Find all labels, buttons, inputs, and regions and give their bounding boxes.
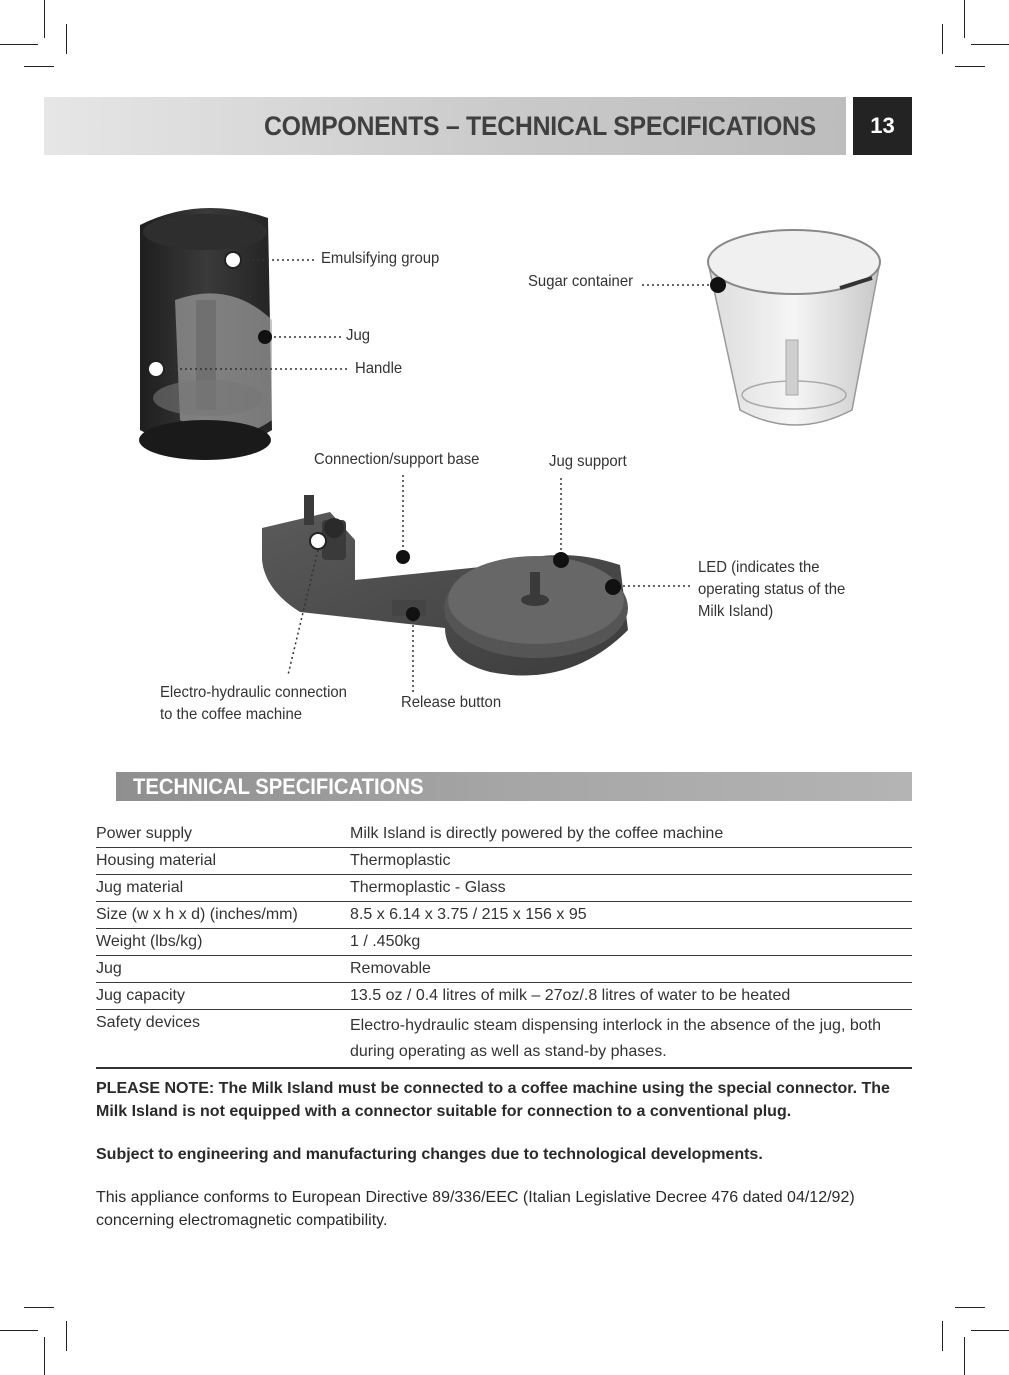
spec-key: Safety devices: [96, 1014, 201, 1031]
label-electro-hydraulic: [160, 682, 347, 726]
spec-value: Removable: [350, 960, 431, 977]
spec-key: Power supply: [96, 825, 193, 842]
label-jug-support: Jug support: [549, 453, 627, 470]
section-header-bar: [116, 772, 912, 801]
spec-key: Size (w x h x d) (inches/mm): [96, 906, 298, 923]
label-led-line: operating status of the: [698, 581, 846, 598]
spec-value: Thermoplastic - Glass: [350, 879, 506, 896]
label-electro-line: to the coffee machine: [160, 706, 303, 723]
label-led-line: LED (indicates the: [698, 559, 820, 576]
spec-key: Weight (lbs/kg): [96, 933, 203, 950]
marker-jug-support: [553, 552, 569, 568]
page-title: COMPONENTS – TECHNICAL SPECIFICATIONS: [264, 111, 816, 141]
spec-key: Jug capacity: [96, 987, 185, 1004]
subject-to-change-paragraph: Subject to engineering and manufacturing changes due to technological developments.: [96, 1146, 763, 1163]
support-base-image: [262, 495, 628, 675]
label-sugar-container: Sugar container: [528, 273, 634, 290]
spec-key: Housing material: [96, 852, 217, 869]
marker-electro-hydraulic: [310, 533, 326, 549]
table-row: [96, 929, 912, 956]
label-led: [698, 557, 845, 623]
marker-connection-base: [396, 550, 410, 564]
label-electro-line: Electro-hydraulic connection: [160, 684, 347, 701]
label-handle: Handle: [355, 360, 403, 377]
spec-value: Thermoplastic: [350, 852, 451, 869]
label-connection-base: Connection/support base: [314, 451, 480, 468]
table-row: [96, 821, 912, 848]
table-row: [96, 902, 912, 929]
marker-sugar-container: [710, 277, 726, 293]
marker-release-button: [406, 607, 420, 621]
spec-key: Jug: [96, 960, 122, 977]
conformity-paragraph: This appliance conforms to European Directive 89/336/EEC (Italian Legislative Decree 476 dated 04/12/92) concerning electromagnetic compatibility.: [96, 1189, 855, 1229]
spec-value: Electro-hydraulic steam dispensing interlock in the absence of the jug, both during operating as well as stand-by phases.: [350, 1017, 881, 1060]
label-led-line: Milk Island): [698, 603, 774, 620]
marker-led: [605, 579, 621, 595]
marker-jug: [258, 330, 272, 344]
table-row: [96, 956, 912, 983]
spec-value: 1 / .450kg: [350, 933, 421, 950]
label-jug: Jug: [346, 327, 370, 344]
specs-table: [96, 821, 912, 1069]
sugar-container-image: [708, 230, 880, 425]
milk-jug-image: [139, 208, 272, 460]
table-row: [96, 848, 912, 875]
spec-value: Milk Island is directly powered by the coffee machine: [350, 825, 724, 842]
marker-emulsifying-group: [225, 252, 241, 268]
table-row: [96, 875, 912, 902]
spec-value: 13.5 oz / 0.4 litres of milk – 27oz/.8 litres of water to be heated: [350, 987, 791, 1004]
table-row: [96, 1010, 912, 1069]
please-note-paragraph: PLEASE NOTE: The Milk Island must be connected to a coffee machine using the special connector. The Milk Island is not equipped with a connector suitable for connection to a conventional plug.: [96, 1080, 890, 1120]
label-release-button: Release button: [401, 694, 502, 711]
marker-handle: [148, 361, 164, 377]
spec-value: 8.5 x 6.14 x 3.75 / 215 x 156 x 95: [350, 906, 587, 923]
spec-key: Jug material: [96, 879, 184, 896]
table-row: [96, 983, 912, 1010]
page-number: 13: [853, 97, 912, 155]
section-title: TECHNICAL SPECIFICATIONS: [133, 774, 424, 799]
label-emulsifying-group: Emulsifying group: [321, 250, 440, 267]
